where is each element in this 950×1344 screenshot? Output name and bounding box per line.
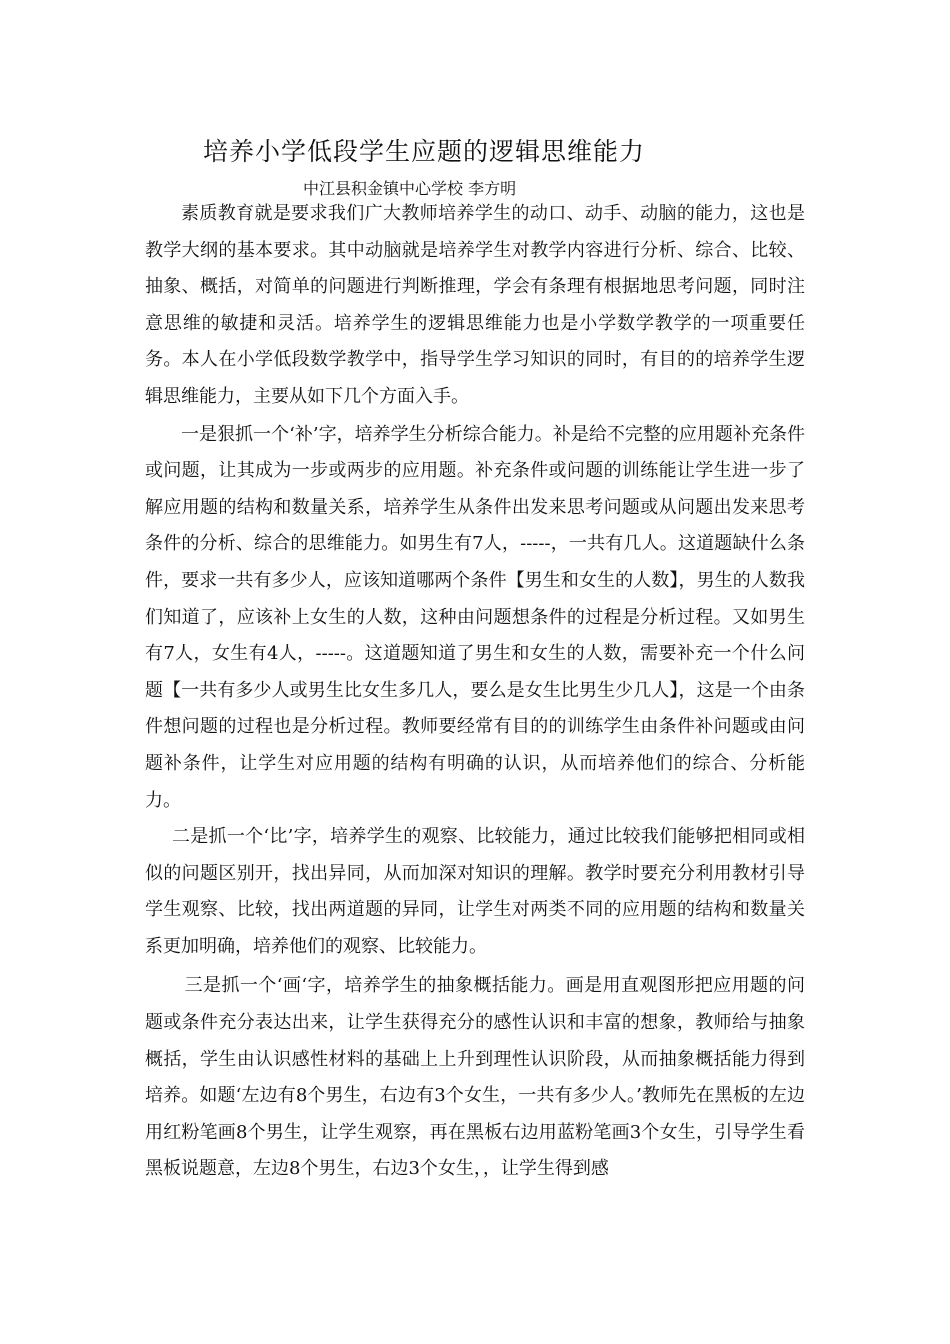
paragraph-bu: 一是狠抓一个‘补’字，培养学生分析综合能力。补是给不完整的应用题补充条件或问题，让其成为一步或两步的应用题。补充条件或问题的训练能让学生进一步了解应用题的结构和数量关系，培养学生从条件出发来思考问题或从问题出发来思考条件的分析、综合的思维能力。如男生有7人，-----，一共有几人。这道题缺什么条件，要求一共有多少人，应该知道哪两个条件【男生和女生的人数】，男生的人数我们知道了，应该补上女生的人数，这种由问题想条件的过程是分析过程。又如男生有7人，女生有4人，-----。这道题知道了男生和女生的人数，需要补充一个什么问题【一共有多少人或男生比女生多几人，要么是女生比男生少几人】，这是一个由条件想问题的过程也是分析过程。教师要经常有目的的训练学生由条件补问题或由问题补条件，让学生对应用题的结构有明确的认识，从而培养他们的综合、分析能力。 xyxy=(145,423,805,811)
paragraph-hua: 三是抓一个‘画‘字，培养学生的抽象概括能力。画是用直观图形把应用题的问题或条件充分表达出来，让学生获得充分的感性认识和丰富的想象，教师给与抽象概括，学生由认识感性材料的基础上上升到理性认识阶段，从而抽象概括能力得到培养。如题‘左边有8个男生，右边有3个女生，一共有多少人。’教师先在黑板的左边用红粉笔画8个男生，让学生观察，再在黑板右边用蓝粉笔画3个女生，引导学生看黑板说题意，左边8个男生，右边3个女生，，让学生得到感 xyxy=(145,975,805,1180)
document-author: 中江县积金镇中心学校 李方明 xyxy=(303,179,517,198)
paragraph-intro: 素质教育就是要求我们广大教师培养学生的动口、动手、动脑的能力，这也是教学大纲的基本要求。其中动脑就是培养学生对教学内容进行分析、综合、比较、抽象、概括，对简单的问题进行判断推理，学会有条理有根据地思考问题，同时注意思维的敏捷和灵活。培养学生的逻辑思维能力也是小学数学教学的一项重要任务。本人在小学低段数学教学中，指导学生学习知识的同时，有目的的培养学生逻辑思维能力，主要从如下几个方面入手。 xyxy=(145,203,805,407)
paragraph-bi: 二是抓一个‘比’字，培养学生的观察、比较能力，通过比较我们能够把相同或相似的问题区别开，找出异同，从而加深对知识的理解。教学时要充分利用教材引导学生观察、比较，找出两道题的异同，让学生对两类不同的应用题的结构和数量关系更加明确，培养他们的观察、比较能力。 xyxy=(145,826,805,957)
document-title: 培养小学低段学生应题的逻辑思维能力 xyxy=(203,137,646,166)
document-body xyxy=(145,196,805,1188)
